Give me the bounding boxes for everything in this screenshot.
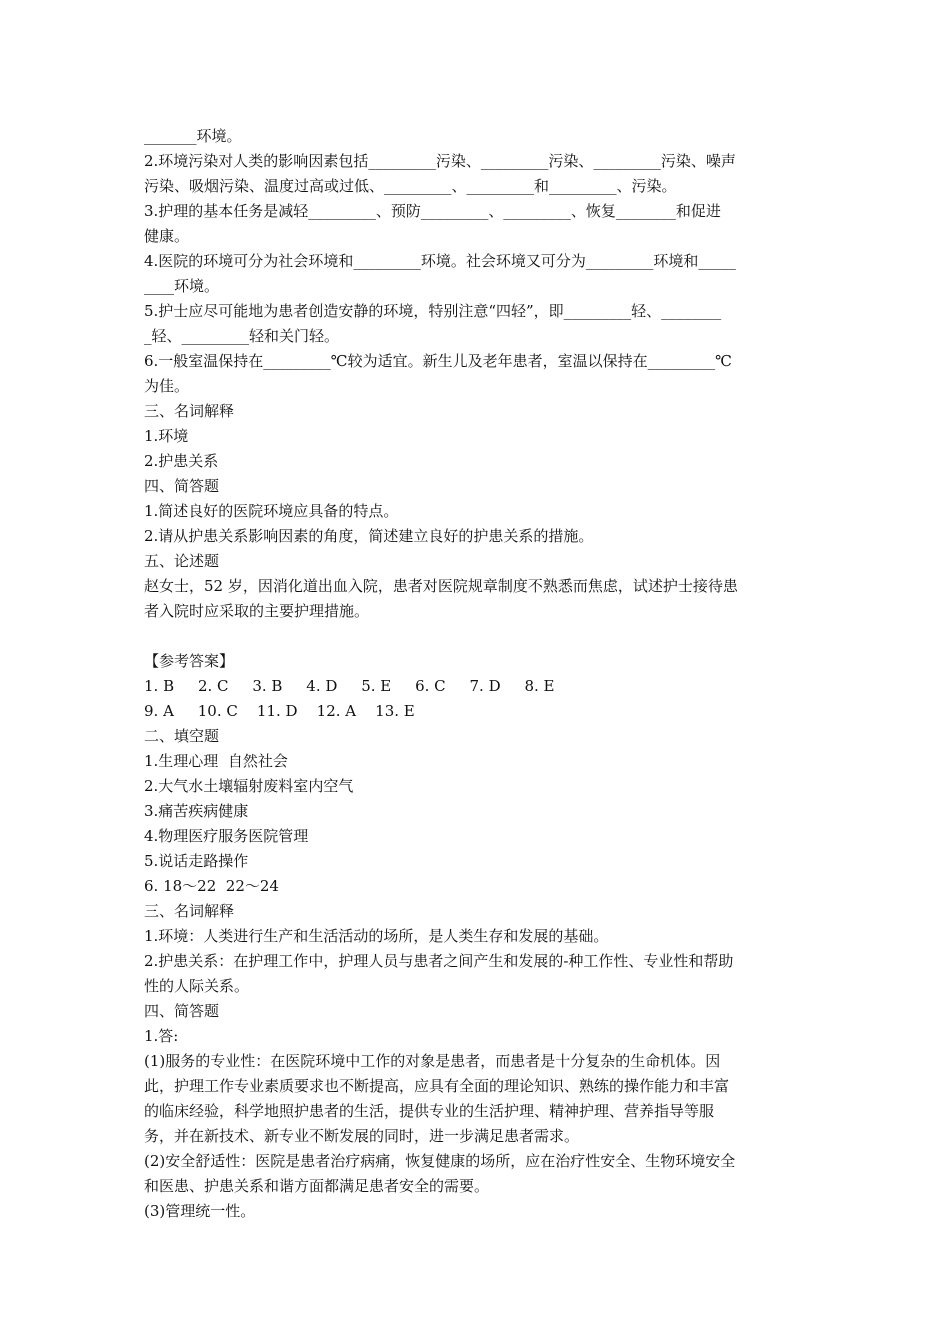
- essay-line: 者入院时应采取的主要护理措施。: [144, 602, 370, 620]
- question-item: 2.护患关系: [144, 452, 219, 470]
- fill-in-line: _______环境。: [144, 127, 242, 145]
- section-heading: 四、简答题: [144, 1002, 220, 1020]
- fill-in-line: ____环境。: [144, 277, 220, 295]
- essay-line: 赵女士，52 岁，因消化道出血入院，患者对医院规章制度不熟悉而焦虑，试述护士接待患: [144, 577, 738, 595]
- spacer: [144, 624, 806, 649]
- question-item: 1.简述良好的医院环境应具备的特点。: [144, 502, 399, 520]
- fill-in-line: 为佳。: [144, 377, 190, 395]
- term-definition-section: [144, 399, 806, 474]
- fill-in-line: 3.护理的基本任务是减轻_________、预防_________、_________、恢复________和促进: [144, 202, 721, 220]
- fill-in-line: 2.环境污染对人类的影响因素包括_________污染、_________污染、_________污染、噪声: [144, 152, 736, 170]
- answer-item: 6. 18～22 22～24: [144, 877, 279, 895]
- question-item: 1.环境: [144, 427, 189, 445]
- answer-item: 2.大气水土壤辐射废料室内空气: [144, 777, 354, 795]
- answer-line: 1.答:: [144, 1027, 179, 1045]
- document-page: [144, 124, 806, 1224]
- section-heading: 三、名词解释: [144, 902, 235, 920]
- fill-in-line: 5.护士应尽可能地为患者创造安静的环境，特别注意“四轻”，即_________轻、________: [144, 302, 722, 320]
- answer-item: 3.痛苦疾病健康: [144, 802, 249, 820]
- fill-in-line: _轻、_________轻和关门轻。: [144, 327, 340, 345]
- answer-line: 此，护理工作专业素质要求也不断提高，应具有全面的理论知识、熟练的操作能力和丰富: [144, 1077, 730, 1095]
- answer-item: 4.物理医疗服务医院管理: [144, 827, 309, 845]
- answer-line: (3)管理统一性。: [144, 1202, 256, 1220]
- fill-in-questions: [144, 124, 806, 399]
- fill-in-line: 6.一般室温保持在_________℃较为适宜。新生儿及老年患者，室温以保持在_________℃: [144, 352, 732, 370]
- answer-line: 性的人际关系。: [144, 977, 250, 995]
- answer-line: 和医患、护患关系和谐方面都满足患者安全的需要。: [144, 1177, 490, 1195]
- section-heading: 三、名词解释: [144, 402, 235, 420]
- answer-line: (2)安全舒适性：医院是患者治疗病痛，恢复健康的场所，应在治疗性安全、生物环境安全: [144, 1152, 736, 1170]
- answer-item: 5.说话走路操作: [144, 852, 249, 870]
- short-answer-section: [144, 474, 806, 549]
- answer-key-title: 【参考答案】: [144, 652, 235, 670]
- answer-line: 务，并在新技术、新专业不断发展的同时，进一步满足患者需求。: [144, 1127, 580, 1145]
- section-heading: 五、论述题: [144, 552, 220, 570]
- section-heading: 二、填空题: [144, 727, 220, 745]
- fill-in-line: 健康。: [144, 227, 190, 245]
- fill-in-line: 4.医院的环境可分为社会环境和_________环境。社会环境又可分为_________环境和_____: [144, 252, 736, 270]
- question-item: 2.请从护患关系影响因素的角度，简述建立良好的护患关系的措施。: [144, 527, 594, 545]
- answer-line: 的临床经验，科学地照护患者的生活，提供专业的生活护理、精神护理、营养指导等服: [144, 1102, 715, 1120]
- section-heading: 四、简答题: [144, 477, 220, 495]
- choice-answers-row: 1. B 2. C 3. B 4. D 5. E 6. C 7. D 8. E: [144, 677, 555, 695]
- fill-in-line: 污染、吸烟污染、温度过高或过低、_________、_________和_________、污染。: [144, 177, 677, 195]
- answer-item: 1.生理心理 自然社会: [144, 752, 288, 770]
- choice-answers-row: 9. A 10. C 11. D 12. A 13. E: [144, 702, 415, 720]
- answer-key: [144, 649, 806, 1224]
- answer-line: (1)服务的专业性：在医院环境中工作的对象是患者，而患者是十分复杂的生命机体。因: [144, 1052, 721, 1070]
- answer-line: 2.护患关系：在护理工作中，护理人员与患者之间产生和发展的-种工作性、专业性和帮助: [144, 952, 734, 970]
- essay-section: [144, 549, 806, 624]
- answer-line: 1.环境：人类进行生产和生活活动的场所，是人类生存和发展的基础。: [144, 927, 609, 945]
